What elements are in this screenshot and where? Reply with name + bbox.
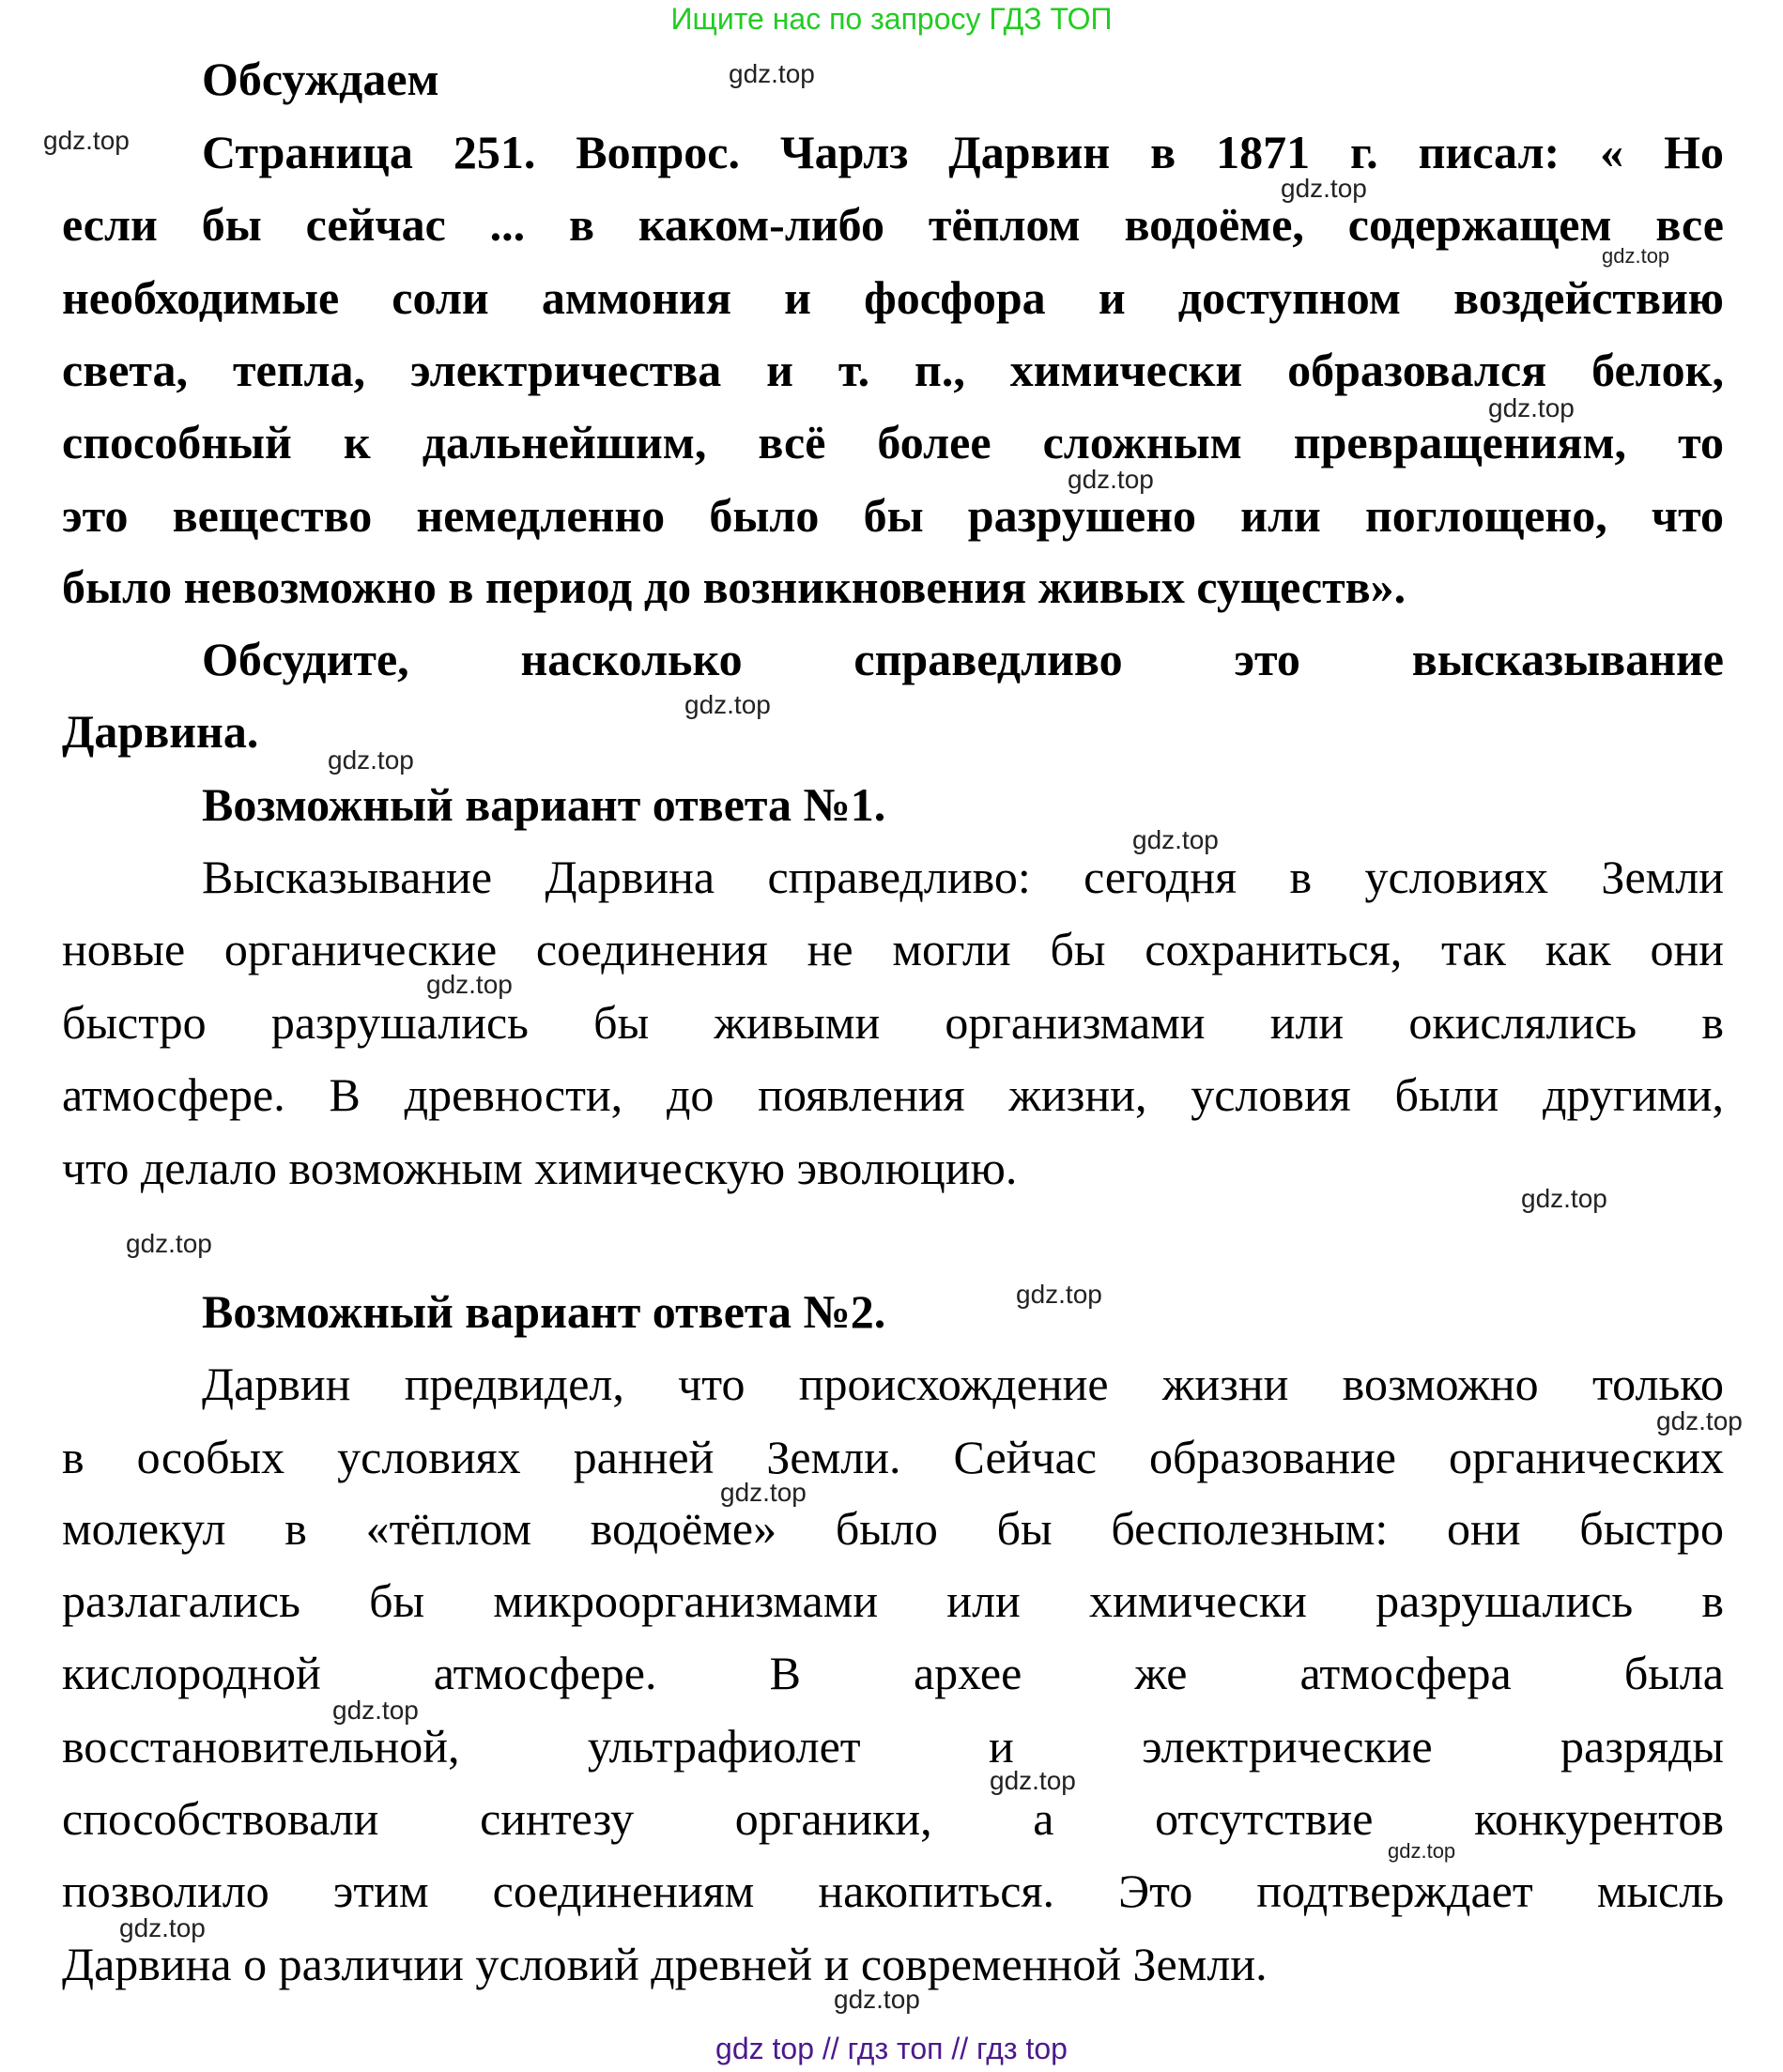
watermark: gdz.top <box>1016 1280 1102 1309</box>
answer1-line: что делало возможным химическую эволюцию. <box>62 1142 1018 1194</box>
watermark: gdz.top <box>1388 1839 1456 1863</box>
watermark: gdz.top <box>1068 465 1154 494</box>
watermark: gdz.top <box>43 126 130 155</box>
question-line: если бы сейчас ... в каком-либо тёплом водоёме, содержащем все <box>62 198 1724 251</box>
watermark: gdz.top <box>990 1766 1076 1795</box>
watermark: gdz.top <box>720 1478 807 1507</box>
question-line: света, тепла, электричества и т. п., химически образовался белок, <box>62 344 1724 396</box>
question-line: необходимые соли аммония и фосфора и доступном воздействию <box>62 271 1724 324</box>
watermark: gdz.top <box>119 1913 206 1942</box>
answer2-line: восстановительной, ультрафиолет и электрические разряды <box>62 1720 1724 1773</box>
answer2-line: кислородной атмосфере. В архее же атмосфера была <box>62 1647 1724 1699</box>
watermark: gdz.top <box>1488 393 1575 422</box>
question-line: это вещество немедленно было бы разрушено или поглощено, что <box>62 489 1724 542</box>
search-banner[interactable]: Ищите нас по запросу ГДЗ ТОП <box>670 2 1113 36</box>
watermark: gdz.top <box>328 745 414 775</box>
watermark: gdz.top <box>1132 825 1219 854</box>
question-line: Страница 251. Вопрос. Чарлз Дарвин в 1871 г. писал: « Но <box>202 126 1724 178</box>
answer1-line: атмосфере. В древности, до появления жизни, условия были другими, <box>62 1068 1724 1121</box>
watermark: gdz.top <box>834 1985 920 2014</box>
answer2-line: позволило этим соединениям накопиться. Это подтверждает мысль <box>62 1865 1724 1917</box>
watermark: gdz.top <box>1602 244 1670 268</box>
footer-links[interactable]: gdz top // гдз топ // гдз top <box>715 2032 1068 2065</box>
task-line: Дарвина. <box>62 705 259 758</box>
answer2-line: молекул в «тёплом водоёме» было бы бесполезным: они быстро <box>62 1502 1724 1555</box>
watermark: gdz.top <box>1521 1184 1607 1213</box>
watermark: gdz.top <box>684 690 771 719</box>
answer1-heading: Возможный вариант ответа №1. <box>202 778 886 831</box>
question-line: способный к дальнейшим, всё более сложным превращениям, то <box>62 416 1724 468</box>
answer2-line: разлагались бы микроорганизмами или химически разрушались в <box>62 1574 1724 1627</box>
watermark: gdz.top <box>126 1229 212 1258</box>
answer2-line: в особых условиях ранней Земли. Сейчас образование органических <box>62 1431 1724 1483</box>
answer1-line: Высказывание Дарвина справедливо: сегодня в условиях Земли <box>202 851 1724 903</box>
question-line: было невозможно в период до возникновения живых существ». <box>62 560 1406 613</box>
watermark: gdz.top <box>1656 1406 1743 1435</box>
task-line: Обсудите, насколько справедливо это высказывание <box>202 633 1724 685</box>
section-title: Обсуждаем <box>202 53 439 105</box>
watermark: gdz.top <box>332 1696 419 1725</box>
answer2-line: Дарвин предвидел, что происхождение жизни возможно только <box>202 1358 1724 1410</box>
answer2-line: Дарвина о различии условий древней и современной Земли. <box>62 1938 1268 1990</box>
watermark: gdz.top <box>729 59 815 88</box>
answer1-line: быстро разрушались бы живыми организмами или окислялись в <box>62 996 1724 1049</box>
watermark: gdz.top <box>1281 174 1367 203</box>
answer1-line: новые органические соединения не могли бы сохраниться, так как они <box>62 923 1724 975</box>
watermark: gdz.top <box>426 970 513 999</box>
answer2-line: способствовали синтезу органики, а отсутствие конкурентов <box>62 1792 1724 1845</box>
answer2-heading: Возможный вариант ответа №2. <box>202 1285 886 1338</box>
